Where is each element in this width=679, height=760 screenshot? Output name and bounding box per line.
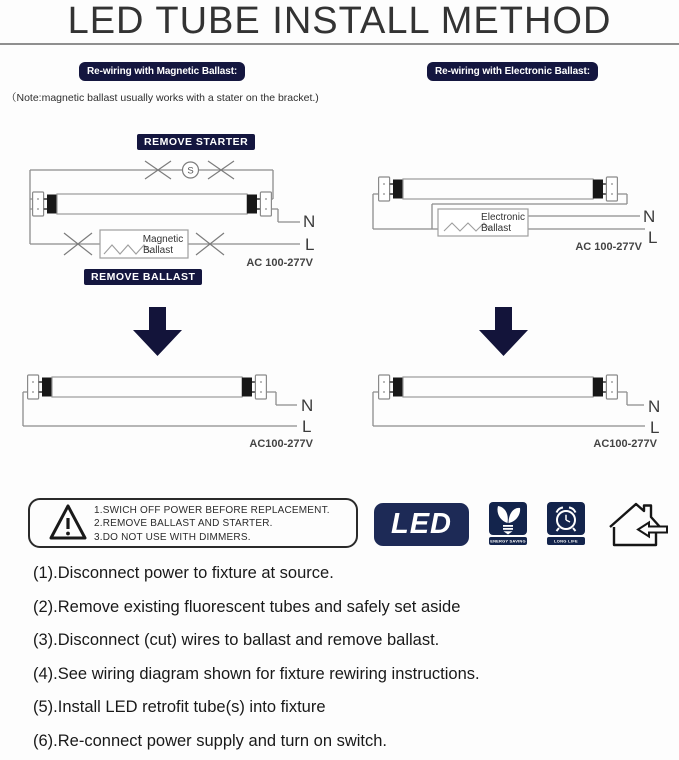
warning-line-1: 1.SWICH OFF POWER BEFORE REPLACEMENT.: [94, 505, 330, 516]
voltage-label: AC 100-277V: [575, 241, 642, 253]
page-title: LED TUBE INSTALL METHOD: [67, 0, 612, 42]
install-steps: [33, 564, 663, 760]
step-3: (3).Disconnect (cut) wires to ballast and remove ballast.: [33, 631, 440, 650]
down-arrow-icon: [133, 307, 182, 356]
electronic-after-diagram: [373, 375, 660, 450]
warning-text: [94, 504, 330, 544]
neutral-label: N: [301, 396, 314, 415]
step-2: (2).Remove existing fluorescent tubes and safely set aside: [33, 597, 461, 616]
warning-triangle-icon: [48, 503, 88, 543]
warning-line-2: 2.REMOVE BALLAST AND STARTER.: [94, 518, 273, 530]
energy-saving-icon: [489, 502, 527, 545]
magnetic-before-diagram: [30, 161, 315, 269]
led-tube: [379, 375, 618, 399]
long-life-icon: [547, 502, 585, 545]
voltage-label: AC100-277V: [593, 438, 657, 450]
electronic-ballast-badge: Re-wiring with Electronic Ballast:: [427, 62, 598, 81]
electronic-before-diagram: [373, 177, 657, 253]
ballast-label-2: Ballast: [480, 223, 512, 234]
energy-saving-label: ENERGY SAVING: [490, 538, 526, 544]
live-label: L: [650, 418, 660, 437]
warning-box: [28, 498, 358, 548]
neutral-label: N: [648, 397, 661, 416]
step-1: (1).Disconnect power to fixture at source.: [33, 564, 334, 582]
voltage-label: AC100-277V: [249, 438, 313, 450]
fluorescent-tube: [33, 192, 272, 216]
step-6: (6).Re-connect power supply and turn on switch.: [33, 731, 388, 750]
ballast-label-1: Magnetic: [142, 234, 184, 245]
long-life-label: LONG LIFE: [553, 538, 579, 544]
remove-starter-label: REMOVE STARTER: [137, 134, 255, 150]
magnetic-ballast-badge: Re-wiring with Magnetic Ballast:: [79, 62, 245, 81]
neutral-label: N: [643, 207, 656, 226]
led-logo-badge: LED: [374, 503, 469, 546]
ballast-label-2: Ballast: [142, 245, 174, 256]
down-arrows: [133, 307, 528, 356]
magnetic-ballast-note: （Note:magnetic ballast usually works with a stater on the bracket.): [6, 92, 319, 104]
remove-ballast-label: REMOVE BALLAST: [84, 269, 202, 285]
down-arrow-icon: [479, 307, 528, 356]
step-5: (5).Install LED retrofit tube(s) into fixture: [33, 698, 326, 717]
led-tube: [28, 375, 267, 399]
indoor-use-house-icon: [603, 499, 669, 549]
live-label: L: [305, 235, 315, 254]
magnetic-after-diagram: [23, 375, 314, 450]
live-label: L: [302, 417, 312, 436]
warning-line-3: 3.DO NOT USE WITH DIMMERS.: [94, 531, 251, 543]
wiring-diagrams: [0, 120, 679, 460]
neutral-label: N: [303, 212, 316, 231]
step-4: (4).See wiring diagram shown for fixture rewiring instructions.: [33, 664, 480, 683]
live-label: L: [648, 228, 658, 247]
starter-letter: S: [187, 165, 194, 177]
title-divider: [0, 43, 679, 45]
voltage-label: AC 100-277V: [246, 257, 313, 269]
fluorescent-tube: [379, 177, 618, 201]
ballast-label-1: Electronic: [481, 212, 525, 223]
